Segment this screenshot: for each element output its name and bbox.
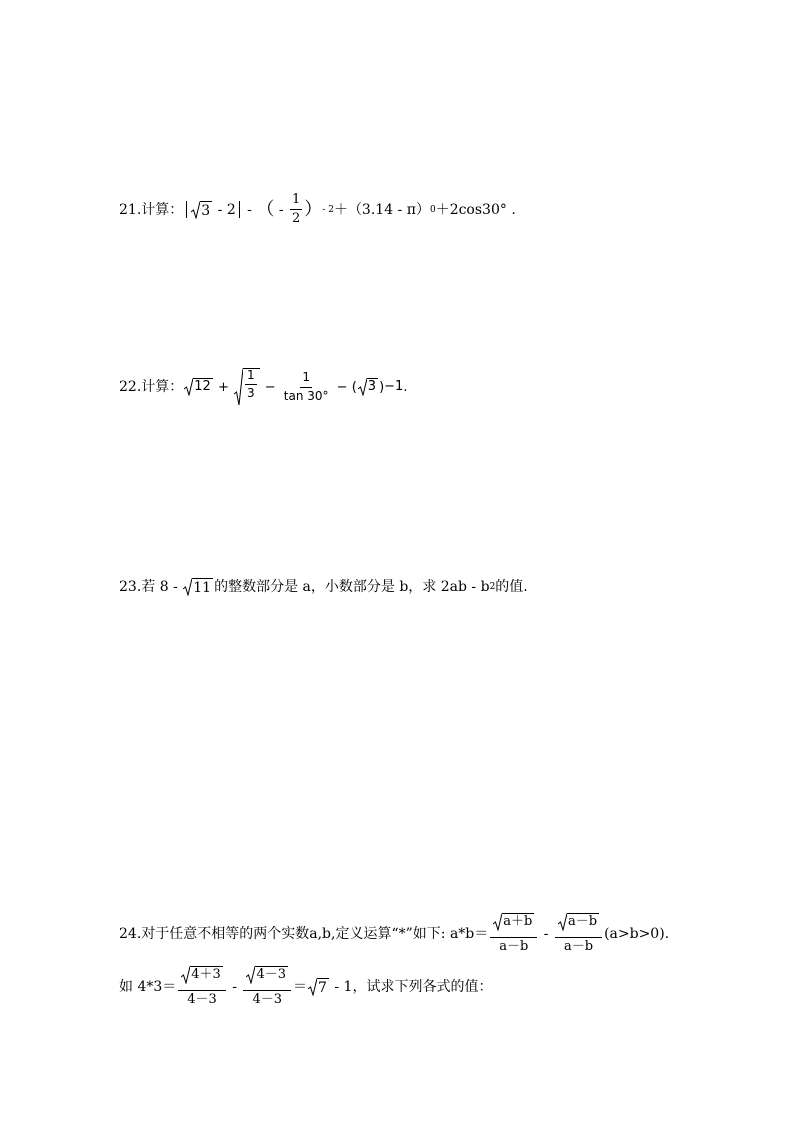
question-21: 21.计算： 3 - 2 - （ - $\frac{1}{2}$ ） - 2 ＋ （3.14 - π） 0 ＋ 2cos30° . (119, 192, 516, 227)
q22-sqrt-frac (234, 368, 260, 406)
q21-label: 21.计算： (119, 201, 184, 218)
radical-sign-icon (358, 378, 367, 396)
q24-frac1-den: a－b (499, 939, 529, 955)
q24-frac2-sqrt (558, 913, 599, 931)
q24-frac1-num: a＋b (503, 914, 533, 929)
q22-minus-1: − (260, 379, 280, 395)
abs-bar-left (186, 201, 187, 218)
q21-pi-term: （3.14 - π） (347, 201, 430, 218)
q22-paren-open: ( (351, 379, 357, 395)
q24-ex2-den: 4－3 (252, 992, 282, 1008)
q24-line1-text: 24.对于任意不相等的两个实数a,b,定义运算“*”如下: a*b＝ (119, 925, 489, 942)
q21-cos-term: 2cos30° (449, 201, 507, 218)
q24-frac2-num: a－b (567, 914, 598, 929)
q21-minus: - (242, 201, 257, 218)
radical-sign-icon (183, 578, 192, 596)
q21-frac-num: 1 (290, 193, 302, 210)
q22-minus-2: − (332, 379, 352, 395)
q24-ex2 (243, 966, 291, 1008)
radical-sign-icon (308, 978, 317, 996)
q22-frac-den: tan 30° (283, 388, 329, 403)
q24-frac1 (490, 913, 537, 955)
question-22: 22.计算： 12 + $\frac{1}{3}$ − $\frac{1}{\tan 30^\circ}$ − ( 3 ) −1 . (119, 368, 407, 406)
q21-neg: - (274, 201, 289, 218)
q24-ex2-num: 4－3 (256, 967, 286, 982)
q24-ex1-num: 4＋3 (191, 967, 221, 982)
q21-sqrt-radicand: 3 (201, 202, 211, 219)
q22-label: 22.计算： (119, 379, 184, 395)
q21-end: . (506, 201, 516, 218)
q24-ex-minus: - (227, 978, 242, 995)
q24-ex1-den: 4－3 (187, 992, 217, 1008)
q22-end: . (403, 379, 408, 395)
radical-sign-icon (191, 201, 200, 219)
q21-plus-1: ＋ (333, 201, 348, 218)
q21-sqrt (191, 201, 212, 219)
q22-sqrt3 (358, 378, 378, 396)
q24-cond: (a>b>0). (604, 925, 670, 942)
abs-bar-right (239, 201, 240, 218)
radical-sign-icon (558, 913, 567, 931)
q22-plus: + (213, 379, 233, 395)
q21-fraction (290, 193, 302, 227)
q21-paren-close: ） (304, 198, 323, 220)
q24-ex1 (178, 966, 226, 1008)
q23-text-c: 的值. (495, 579, 528, 596)
radical-sign-icon (246, 966, 255, 984)
q24-frac2 (555, 913, 602, 955)
q21-frac-den: 2 (292, 211, 301, 227)
question-24-line-2 (119, 966, 492, 1008)
q22-tan-fraction (282, 371, 331, 402)
q21-paren-open: （ (256, 198, 275, 220)
q22-inner-num: 1 (245, 369, 257, 385)
q22-sqrt3-radicand: 3 (367, 379, 377, 394)
q24-frac2-den: a－b (563, 939, 594, 955)
q23-text-a: 23.若 8 - (119, 579, 183, 596)
q22-inner-den: 3 (246, 386, 255, 401)
q24-tail: - 1，试求下列各式的值： (329, 978, 493, 995)
question-23: 23.若 8 - 11 的整数部分是 a，小数部分是 b，求 2ab - b 2 的值. (119, 579, 528, 596)
q24-frac2-num-wrap (555, 913, 602, 938)
q24-ex2-num-wrap (243, 966, 291, 991)
q24-frac1-sqrt (493, 913, 534, 931)
q24-line2-text: 如 4*3＝ (119, 978, 177, 995)
radical-sign-icon (184, 378, 193, 396)
q21-abs-rest: - 2 (213, 201, 236, 218)
q24-sqrt7-radicand: 7 (318, 979, 327, 996)
q22-sqrt12-radicand: 12 (194, 379, 211, 394)
q22-frac-num: 1 (300, 371, 312, 387)
q22-sqrt-frac-radicand (243, 368, 260, 406)
q24-sqrt7 (308, 978, 329, 996)
q22-paren-close: ) (379, 379, 385, 395)
q23-sqrt-radicand: 11 (193, 580, 212, 596)
q23-sqrt11 (183, 578, 213, 596)
radical-sign-icon (181, 966, 190, 984)
radical-sign-icon (234, 368, 243, 406)
q24-minus: - (539, 925, 553, 942)
q21-plus-2: ＋ (435, 201, 450, 218)
q24-ex1-sqrt (181, 966, 223, 984)
q22-sqrt12 (184, 378, 213, 396)
radical-sign-icon (493, 913, 502, 931)
q22-inner-fraction (245, 369, 257, 400)
question-24-line-1 (119, 913, 669, 955)
q24-frac1-num-wrap (490, 913, 537, 938)
q23-text-b: 的整数部分是 a，小数部分是 b，求 2ab - b (214, 579, 490, 596)
q24-eq: ＝ (293, 978, 307, 995)
q24-ex2-sqrt (246, 966, 288, 984)
q24-ex1-num-wrap (178, 966, 226, 991)
